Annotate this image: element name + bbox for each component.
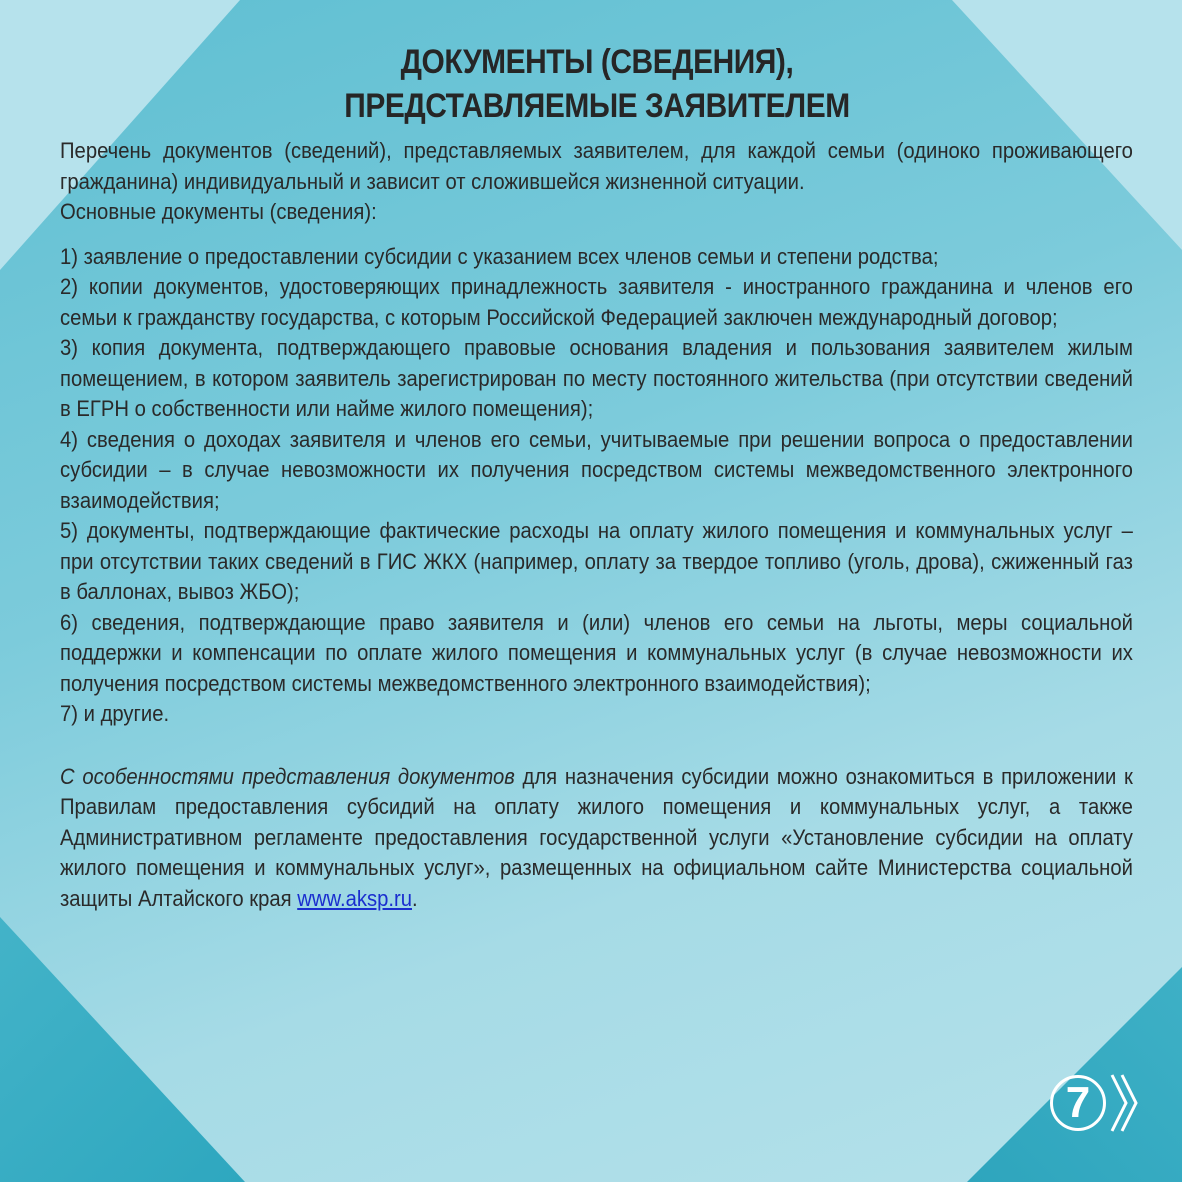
document-content bbox=[60, 40, 1134, 914]
note-italic: С особенностями представления документов bbox=[60, 763, 515, 789]
title-line-2: ПРЕДСТАВЛЯЕМЫЕ ЗАЯВИТЕЛЕМ bbox=[344, 87, 850, 125]
list-item: 1) заявление о предоставлении субсидии с указанием всех членов семьи и степени родства; bbox=[60, 243, 939, 269]
list-item: 5) документы, подтверждающие фактические расходы на оплату жилого помещения и коммунальных услуг – при отсутствии таких сведений в ГИС ЖКХ (например, оплату за твердое топливо (уголь, дрова), сжиженный газ в баллонах, вывоз ЖБО); bbox=[60, 518, 1133, 604]
list-item: 2) копии документов, удостоверяющих принадлежность заявителя - иностранного гражданина и членов его семьи к гражданству государства, с которым Российской Федерацией заключен международный договор; bbox=[60, 274, 1133, 330]
list-item: 6) сведения, подтверждающие право заявителя и (или) членов его семьи на льготы, меры социальной поддержки и компенсации по оплате жилого помещения и коммунальных услуг (в случае невозможности их получения посредством системы межведомственного электронного взаимодействия); bbox=[60, 609, 1133, 696]
double-chevron-right-icon bbox=[1108, 1071, 1142, 1135]
title-line-1: ДОКУМЕНТЫ (СВЕДЕНИЯ), bbox=[400, 43, 794, 81]
page-number-badge bbox=[1050, 1068, 1160, 1138]
bg-triangle-bottom-left bbox=[0, 917, 245, 1182]
intro-subheading: Основные документы (сведения): bbox=[60, 199, 377, 224]
page-number-circle bbox=[1050, 1075, 1106, 1131]
list-item: 7) и другие. bbox=[60, 701, 170, 726]
documents-list bbox=[60, 242, 1134, 730]
aksp-link[interactable]: www.aksp.ru bbox=[297, 885, 412, 911]
footer-note bbox=[60, 762, 1133, 915]
note-text: для назначения субсидии можно ознакомиться в приложении к Правилам предоставления субсидий на оплату жилого помещения и коммунальных услуг, а также Административном регламенте предоставления государственной услуги «Установление субсидии на оплату жилого помещения и коммунальных услуг», размещенных на официальном сайте Министерства социальной защиты Алтайского края bbox=[60, 763, 1133, 911]
note-end: . bbox=[411, 885, 418, 911]
intro-paragraph: Перечень документов (сведений), представляемых заявителем, для каждой семьи (одиноко проживающего гражданина) индивидуальный и зависит от сложившейся жизненной ситуации. bbox=[60, 138, 1133, 194]
page-number: 7 bbox=[1065, 1078, 1091, 1127]
list-item: 3) копия документа, подтверждающего правовые основания владения и пользования заявителем жилым помещением, в котором заявитель зарегистрирован по месту постоянного жительства (при отсутствии сведений в ЕГРН о собственности или найме жилого помещения); bbox=[60, 335, 1133, 421]
list-item: 4) сведения о доходах заявителя и членов его семьи, учитываемые при решении вопроса о предоставлении субсидии – в случае невозможности их получения посредством системы межведомственного электронного взаимодействия; bbox=[60, 426, 1133, 513]
page-title bbox=[124, 40, 1069, 128]
